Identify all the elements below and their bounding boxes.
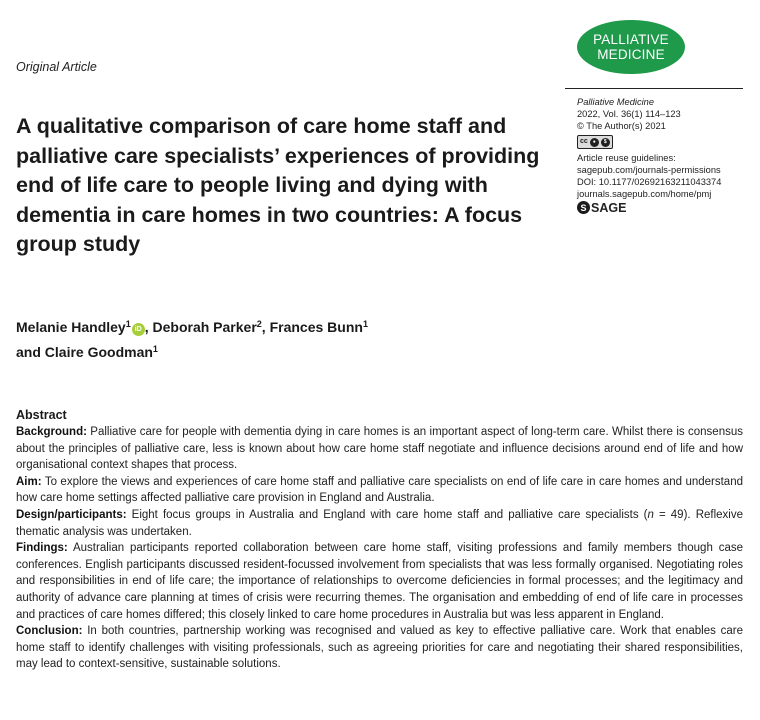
findings-text: Australian participants reported collaboration between care home staff, visiting professions and family members though case conferences. English participants discussed resident-focussed involvement from specialists that was less formally organised. Negotiating roles and responsibilities in end of life care; the importance of relationships to overcome deficiencies in formal processes; and the legitimacy and authority of advance care planning at times of crisis were recurring themes. The organisation and embedding of end of life care in processes and practices of care homes differed; this closely linked to care home procedures in Australia but was less apparent in England. <box>16 542 743 621</box>
by-icon: ● <box>590 138 599 147</box>
design-n: n <box>647 508 654 521</box>
journal-volume: 2022, Vol. 36(1) 114–123 <box>577 109 681 119</box>
author-name: Frances Bunn <box>269 319 363 335</box>
article-type: Original Article <box>16 60 97 74</box>
journal-url[interactable]: journals.sagepub.com/home/pmj <box>577 189 712 199</box>
publisher-logo <box>577 201 757 214</box>
abstract-aim <box>16 474 743 507</box>
author-name: Melanie Handley <box>16 319 126 335</box>
author-affiliation: 1 <box>362 319 368 329</box>
cc-label: cc <box>580 138 588 145</box>
journal-copyright: © The Author(s) 2021 <box>577 121 666 131</box>
abstract-heading: Abstract <box>16 408 67 422</box>
background-text: Palliative care for people with dementia dying in care homes is an important aspect of long-term care. Whilst there is consensus about the principles of palliative care, less is known about how care home staff negotiate and influence decisions around end of life and how organisational context shapes that process. <box>16 426 743 472</box>
conclusion-text: In both countries, partnership working was recognised and valued as key to effective palliative care. Work that enables care home staff to identify challenges with visiting professionals, such as agreeing priorities for care and negotiating their shared responsibilities, may lead to context-sensitive, sustainable solutions. <box>16 625 743 671</box>
abstract-section <box>16 407 743 673</box>
design-text-a: Eight focus groups in Australia and England with care home staff and palliative care specialists ( <box>126 508 648 521</box>
aim-text: To explore the views and experiences of care home staff and palliative care specialists on end of life care in care homes and understand how care home settings affected palliative care provision in England and Australia. <box>16 475 743 505</box>
publisher-name: SAGE <box>591 200 627 215</box>
logo-line-1: PALLIATIVE <box>593 32 669 47</box>
background-label: Background: <box>16 426 87 438</box>
aim-label: Aim: <box>16 475 42 488</box>
abstract-background <box>16 424 743 474</box>
cc-license-icon <box>577 135 613 149</box>
author-list: Melanie Handley$^1$iD , Deborah Parker$^2$, Frances Bunn$^1$ and Claire Goodman$^1$ <box>16 319 368 360</box>
author-affiliation: 1 <box>125 319 131 329</box>
conclusion-label: Conclusion: <box>16 625 83 638</box>
author-affiliation: 1 <box>152 344 158 354</box>
doi[interactable]: DOI: 10.1177/02692163211043374 <box>577 177 722 187</box>
design-label: Design/participants: <box>16 508 127 521</box>
author-name: Deborah Parker <box>152 319 257 335</box>
findings-label: Findings: <box>16 542 68 555</box>
design-text-b: = 49). Reflexive thematic analysis was undertaken. <box>16 508 743 538</box>
nc-icon: $ <box>601 138 610 147</box>
sage-icon: S <box>577 201 590 214</box>
orcid-icon[interactable]: iD <box>132 323 145 336</box>
author-affiliation: 2 <box>256 319 262 329</box>
abstract-conclusion <box>16 623 743 673</box>
journal-info <box>577 96 757 214</box>
journal-name: Palliative Medicine <box>577 97 654 107</box>
reuse-link[interactable]: sagepub.com/journals-permissions <box>577 165 721 175</box>
abstract-findings <box>16 540 743 623</box>
logo-line-2: MEDICINE <box>597 47 665 62</box>
abstract-design <box>16 507 743 540</box>
article-title: A qualitative comparison of care home staff and palliative care specialists’ experiences of providing end of life care to people living and dying with dementia in care homes in two countries: A focus group study <box>16 114 540 256</box>
reuse-label: Article reuse guidelines: <box>577 153 676 163</box>
journal-logo <box>577 20 685 74</box>
author-name: and Claire Goodman <box>16 344 153 360</box>
header-rule <box>565 88 743 89</box>
